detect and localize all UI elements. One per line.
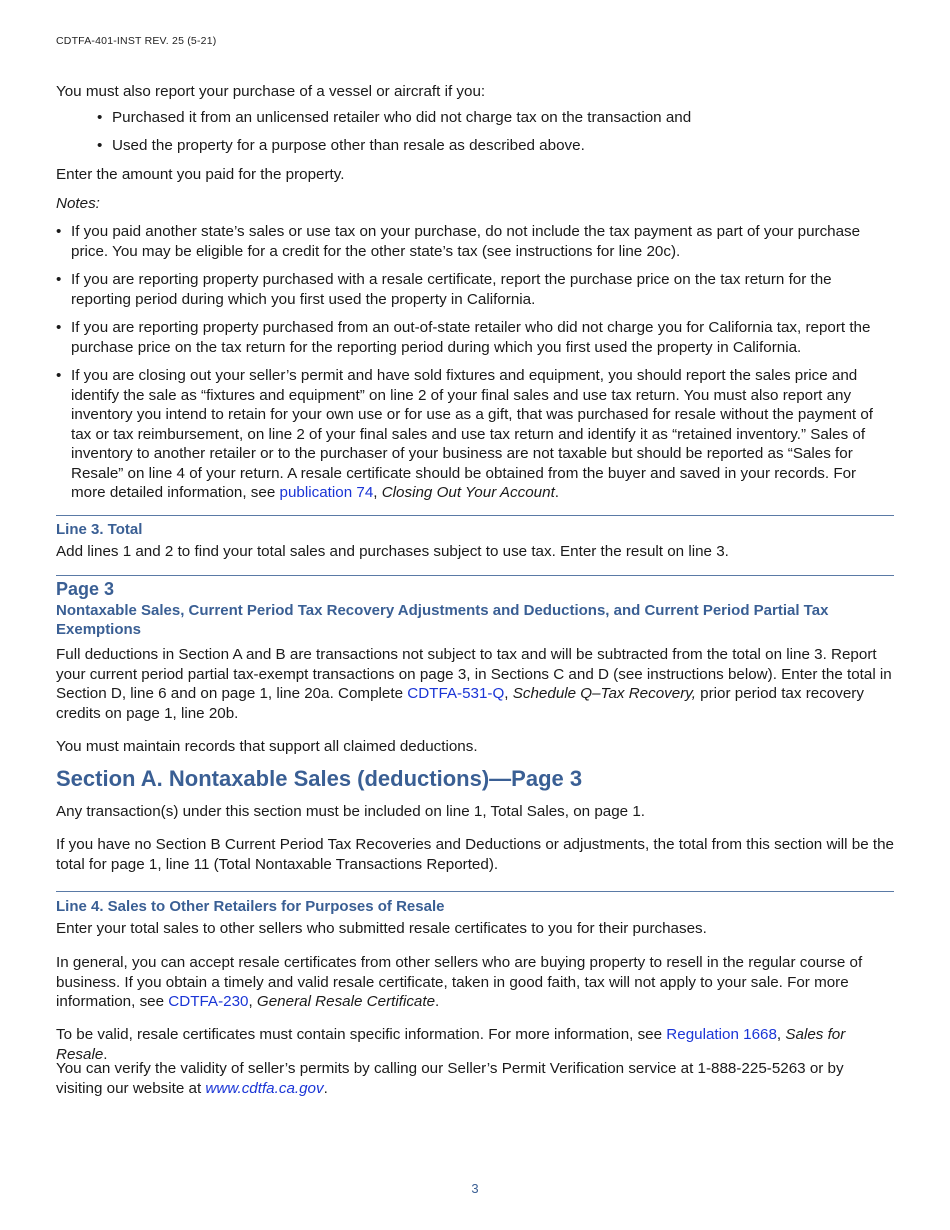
cdtfa-531-q-link[interactable]: CDTFA-531-Q [407,685,505,702]
bullet-icon: • [56,223,62,240]
section-a-p1: Any transaction(s) under this section must be included on line 1, Total Sales, on page 1. [56,803,646,820]
vessel-intro: You must also report your purchase of a vessel or aircraft if you: [56,83,486,100]
line4-p2: In general, you can accept resale certificates from other sellers who are buying property to resell in the regular course of business. If you obtain a timely and valid resale certificate, taken in good faith, tax will not apply to your sale. For more information, see CDTFA-230, General Resale Certificate. [56,954,863,1010]
page3-heading: Page 3 [56,579,115,599]
divider [56,575,894,576]
bullet-icon: • [56,319,62,336]
line4-p3: To be valid, resale certificates must contain specific information. For more information, see Regulation 1668, Sales for Resale. [56,1026,846,1063]
divider [56,891,894,892]
cdtfa-website-link[interactable]: www.cdtfa.ca.gov [205,1079,324,1097]
section-a-p2: If you have no Section B Current Period Tax Recoveries and Deductions or adjustments, the total from this section will be the total for page 1, line 11 (Total Nontaxable Transactions Reported). [56,836,894,873]
line3-text: Add lines 1 and 2 to find your total sales and purchases subject to use tax. Enter the result on line 3. [56,543,729,560]
bullet-icon: • [56,271,62,288]
notes-list [56,222,894,503]
line3-heading: Line 3. Total [56,521,143,538]
bullet-icon: • [56,367,62,384]
line4-heading: Line 4. Sales to Other Retailers for Purposes of Resale [56,898,445,915]
list-item: • Purchased it from an unlicensed retailer who did not charge tax on the transaction and [97,109,692,126]
list-item: • If you are reporting property purchased with a resale certificate, report the purchase price on the tax return for the reporting period during which you first used the property in California. [56,271,832,308]
page3-paragraph: Full deductions in Section A and B are transactions not subject to tax and will be subtracted from the total on line 3. Report your current period partial tax-exempt transactions on page 3, in Sections C and D (see instructions below). Enter the total in Section D, line 6 and on page 1, line 20a. Complete CDTFA-531-Q, Schedule Q–Tax Recovery, prior period tax recovery credits on page 1, line 20b. [56,646,892,722]
page-number: 3 [471,1181,479,1196]
section-a-heading: Section A. Nontaxable Sales (deductions)—Page 3 [56,766,583,791]
vessel-conditions-list [56,108,894,156]
cdtfa-230-link[interactable]: CDTFA-230 [168,993,249,1010]
line4-p4: You can verify the validity of seller’s permits by calling our Seller’s Permit Verification service at 1-888-225-5263 or by visiting our website at www.cdtfa.ca.gov. [56,1060,844,1097]
line4-p1: Enter your total sales to other sellers who submitted resale certificates to you for their purchases. [56,920,707,937]
records-note: You must maintain records that support all claimed deductions. [56,738,478,755]
page3-subheading: Nontaxable Sales, Current Period Tax Recovery Adjustments and Deductions, and Current Period Partial Tax Exemptions [56,602,829,638]
list-item: • If you are closing out your seller’s permit and have sold fixtures and equipment, you should report the sales price and identify the sale as “fixtures and equipment” on line 2 of your final sales and use tax return. You must also report any inventory you intend to retain for your own use or for use as a gift, that was purchased for resale without the payment of tax or tax reimbursement, on line 2 of your final sales and use tax return and identify it as “retained inventory.” Sales of inventory to another retailer or to the purchaser of your business are not taxable but should be reported as “Sales for Resale” on line 4 of your return. A resale certificate should be obtained from the buyer and saved in your records. For more detailed information, see publication 74, Closing Out Your Account. [56,367,874,501]
bullet-icon: • [97,109,103,126]
regulation-1668-link[interactable]: Regulation 1668 [666,1026,777,1043]
list-item: • Used the property for a purpose other than resale as described above. [97,137,585,154]
list-item: • If you are reporting property purchased from an out-of-state retailer who did not charge you for California tax, report the purchase price on the tax return for the reporting period during which you first used the property in California. [56,319,871,356]
list-item: • If you paid another state’s sales or use tax on your purchase, do not include the tax payment as part of your purchase price. You may be eligible for a credit for the other state’s tax (see instructions for line 20c). [56,223,861,260]
divider [56,515,894,516]
enter-amount: Enter the amount you paid for the property. [56,166,345,183]
bullet-icon: • [97,137,103,154]
publication-74-link[interactable]: publication 74 [279,484,374,501]
form-code: CDTFA-401-INST REV. 25 (5-21) [56,35,217,47]
notes-label: Notes: [56,195,100,212]
